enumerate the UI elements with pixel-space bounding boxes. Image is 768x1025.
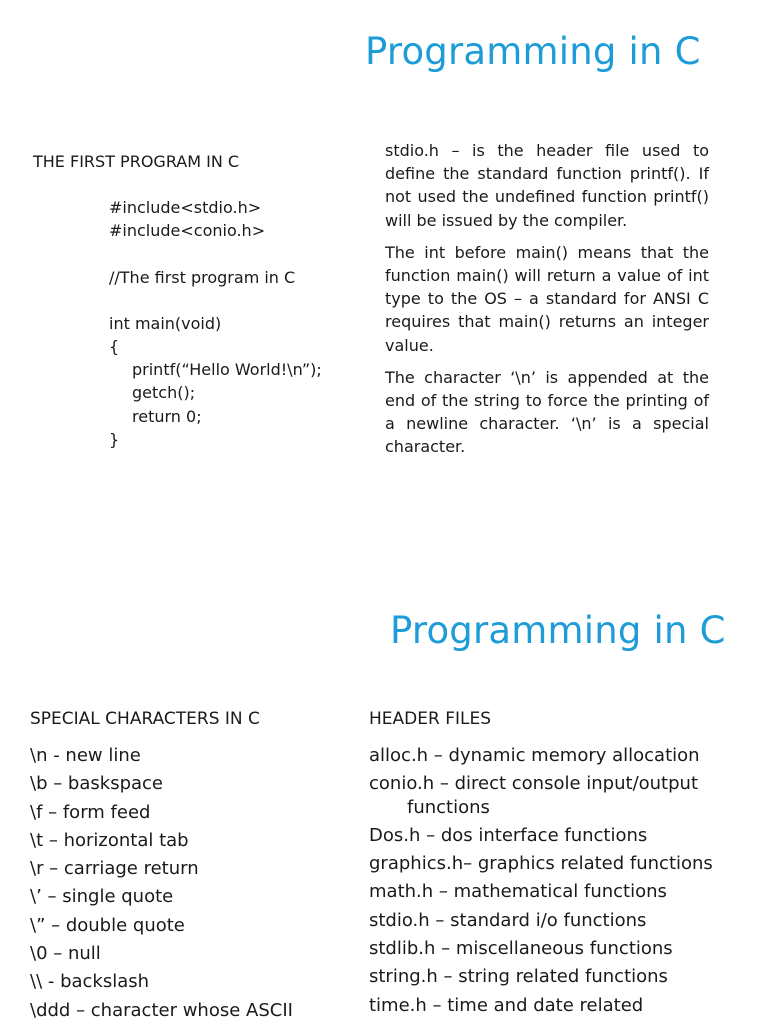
code-line: #include<stdio.h> xyxy=(109,198,262,218)
code-line: int main(void) xyxy=(109,313,222,333)
code-line: printf(“Hello World!\n”); xyxy=(132,360,322,380)
list-item: \n - new line xyxy=(30,745,141,766)
list-item: \ddd – character whose ASCII xyxy=(30,999,293,1021)
list-item: \r – carriage return xyxy=(30,858,199,880)
list-item: alloc.h – dynamic memory allocation xyxy=(369,745,700,766)
slide-title: Programming in C xyxy=(390,609,726,652)
code-line: } xyxy=(109,429,120,449)
list-item: graphics.h– graphics related functions xyxy=(369,853,713,875)
code-line: return 0; xyxy=(132,406,202,426)
list-item: time.h – time and date related xyxy=(369,994,644,1016)
list-item: \\ - backslash xyxy=(30,971,150,993)
code-line: #include<conio.h> xyxy=(109,221,266,241)
list-item-continuation: functions xyxy=(407,796,490,818)
code-heading: THE FIRST PROGRAM IN C xyxy=(33,152,240,171)
paragraph: The character ‘\n’ is appended at the end of the string to force the printing of a newline character. ‘\n’ is a special character. xyxy=(385,367,709,457)
explanation-text xyxy=(385,139,709,468)
slide-2 xyxy=(0,512,768,1024)
list-item: string.h – string related functions xyxy=(369,966,668,988)
special-characters-list xyxy=(30,742,350,1025)
slide-title: Programming in C xyxy=(365,30,701,73)
code-line: { xyxy=(109,337,120,357)
special-characters-heading: SPECIAL CHARACTERS IN C xyxy=(30,709,260,729)
list-item: stdio.h – standard i/o functions xyxy=(369,909,647,931)
list-item: conio.h – direct console input/output xyxy=(369,773,699,795)
slide-1 xyxy=(0,0,768,512)
list-item: stdlib.h – miscellaneous functions xyxy=(369,938,673,960)
list-item: \f – form feed xyxy=(30,801,151,823)
list-item: Dos.h – dos interface functions xyxy=(369,824,648,846)
paragraph: stdio.h – is the header file used to define the standard function printf(). If not used the undefined function printf() will be issued by the compiler. xyxy=(385,141,709,230)
code-line: getch(); xyxy=(132,383,196,403)
code-line: //The first program in C xyxy=(109,267,296,287)
paragraph: The int before main() means that the function main() will return a value of int type to the OS – a standard for ANSI C requires that main() returns an integer value. xyxy=(385,242,709,355)
code-example xyxy=(33,150,322,451)
header-files-heading: HEADER FILES xyxy=(369,709,491,729)
list-item: \” – double quote xyxy=(30,914,185,936)
list-item: math.h – mathematical functions xyxy=(369,881,667,903)
list-item: \b – baskspace xyxy=(30,773,163,795)
list-item: \0 – null xyxy=(30,943,101,965)
header-files-list xyxy=(369,742,735,1020)
list-item: \’ – single quote xyxy=(30,886,174,908)
list-item: \t – horizontal tab xyxy=(30,829,189,851)
